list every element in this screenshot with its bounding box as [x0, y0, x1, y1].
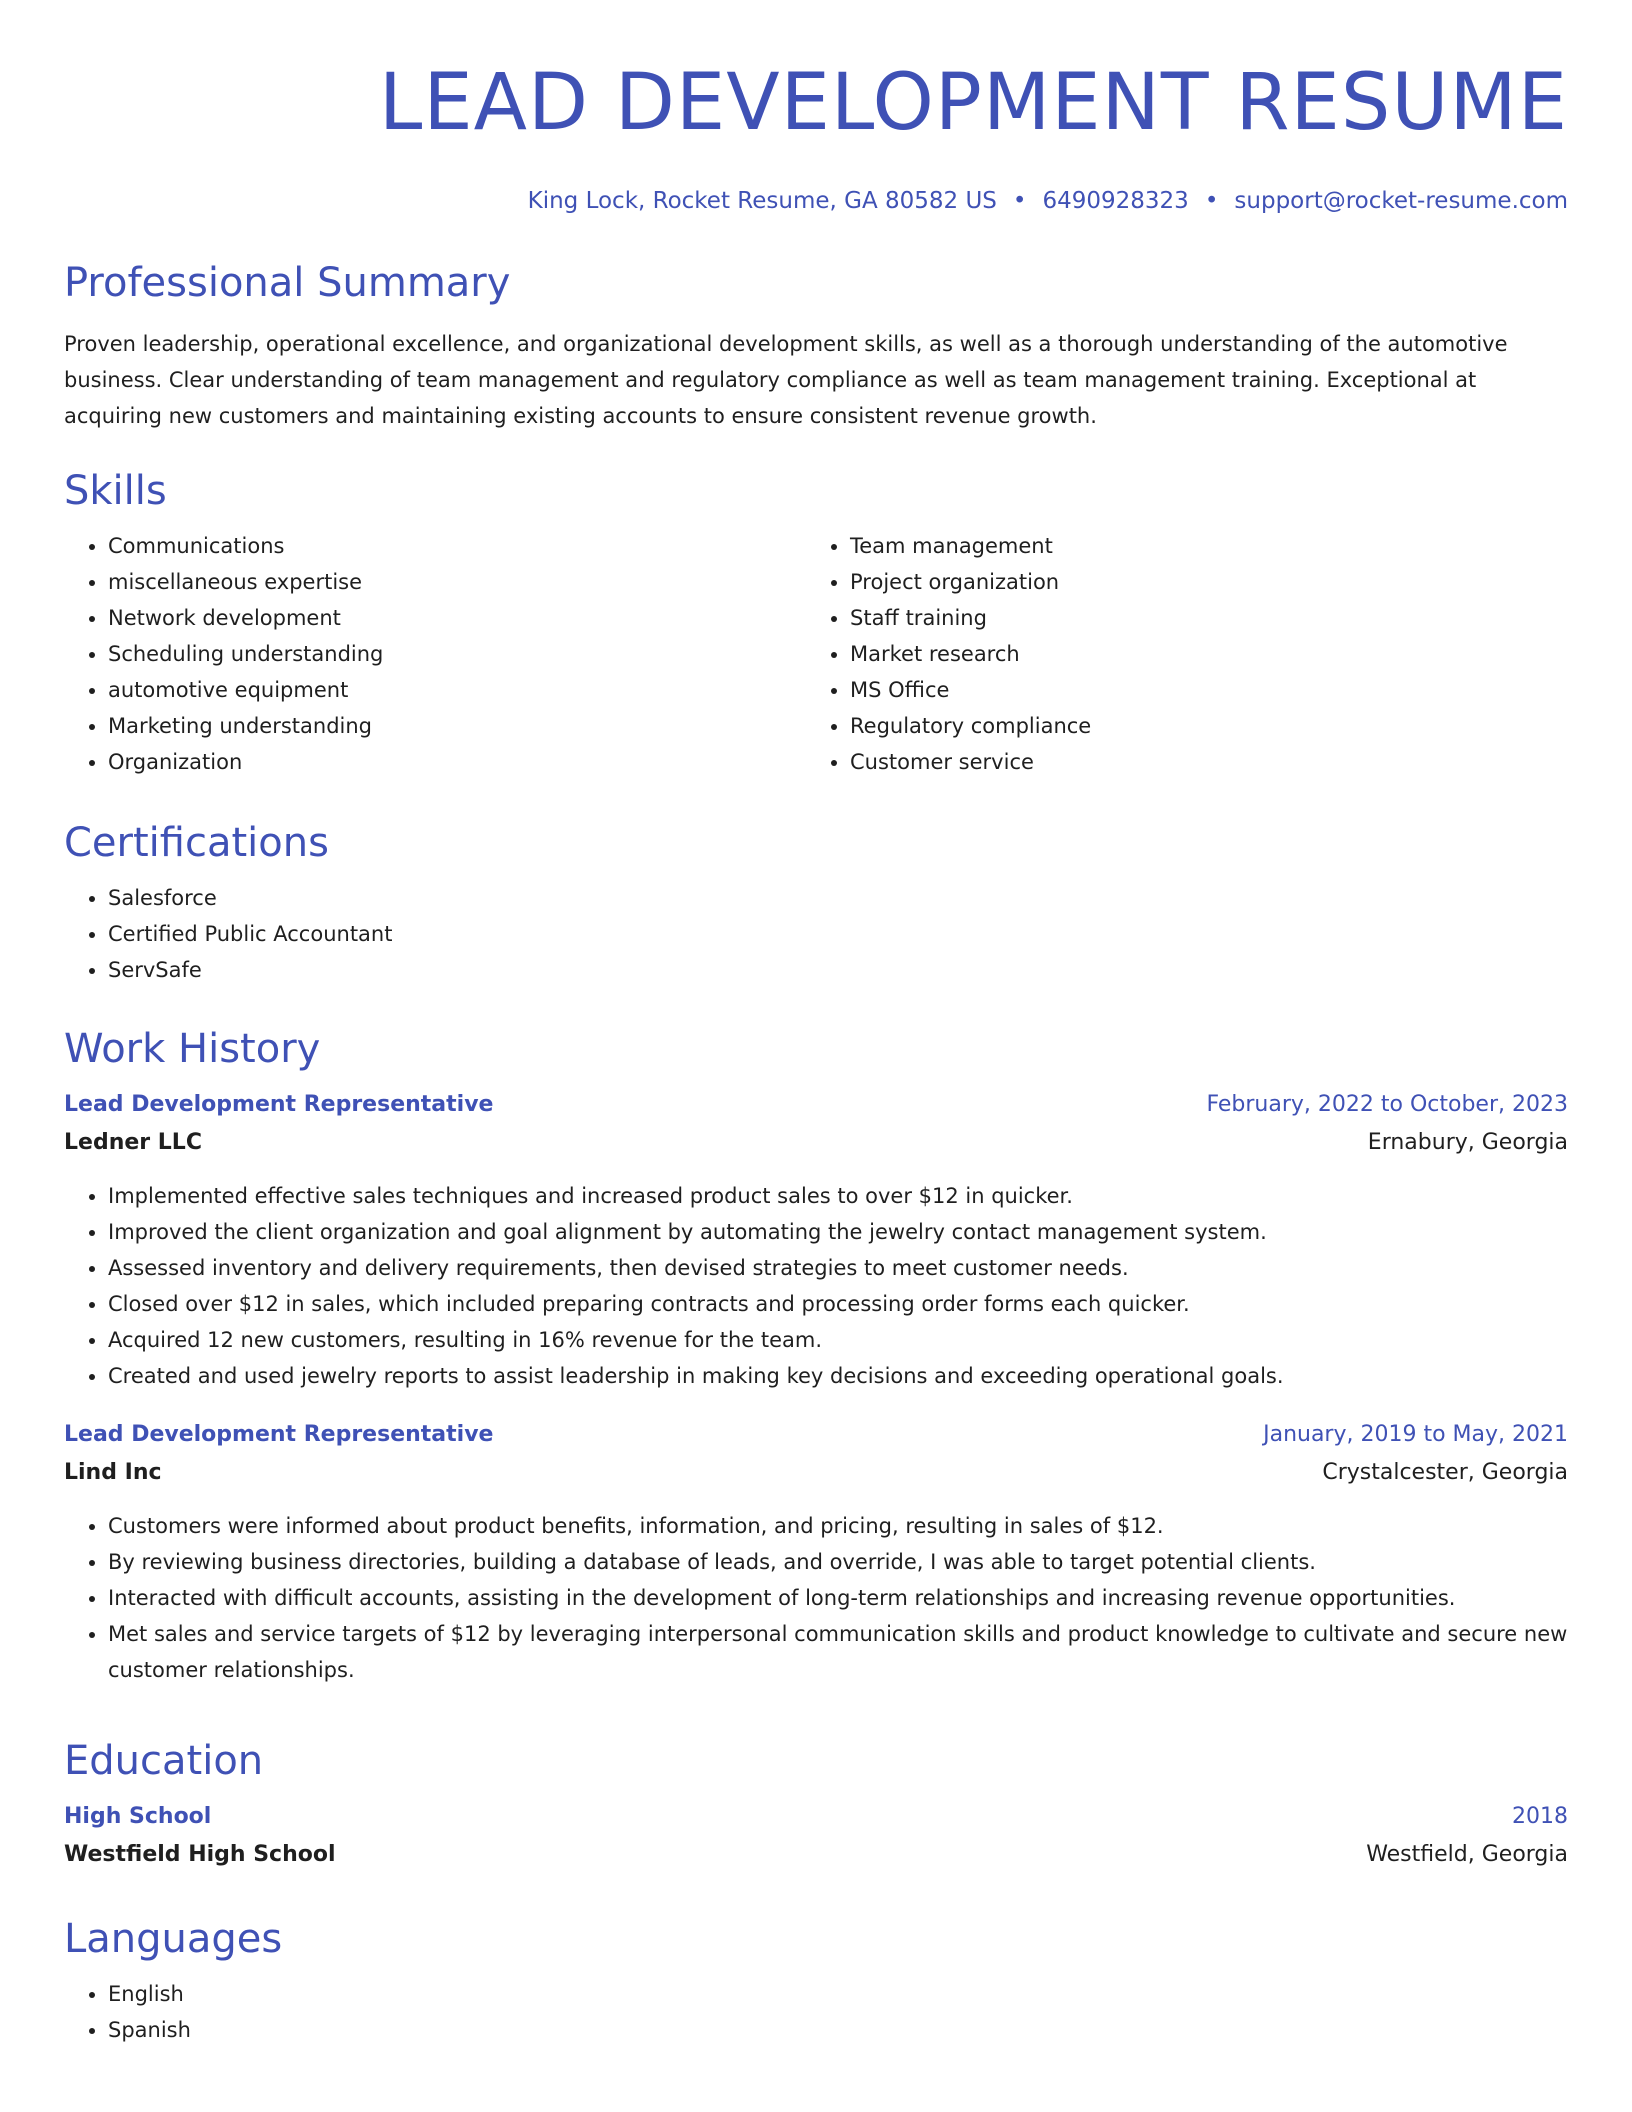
resume-page [64, 0, 1568, 2042]
job-entry [64, 1416, 1568, 1688]
job-dates: January, 2019 to May, 2021 [1263, 1422, 1568, 1447]
education-subheader [64, 1836, 1568, 1874]
job-header [64, 1086, 1568, 1124]
job-subheader [64, 1454, 1568, 1492]
list-item: • Customer service [850, 744, 1548, 780]
list-item: • English [108, 1976, 1568, 2012]
contact-separator: • [1204, 188, 1219, 214]
list-item: • Certified Public Accountant [108, 916, 1568, 952]
list-item: • By reviewing business directories, building a database of leads, and override, I was able to target potential clients. [108, 1544, 1568, 1580]
resume-title: LEAD DEVELOPMENT RESUME [378, 58, 1568, 148]
education-degree: High School [64, 1804, 212, 1829]
list-item: • MS Office [850, 672, 1548, 708]
school-name: Westfield High School [64, 1842, 336, 1867]
contact-line [64, 186, 1568, 216]
list-item: • Communications [108, 528, 806, 564]
section-title-work-history: Work History [64, 1026, 321, 1072]
skills-column-right [806, 528, 1548, 780]
job-header [64, 1416, 1568, 1454]
list-item: • Regulatory compliance [850, 708, 1548, 744]
section-title-summary: Professional Summary [64, 260, 511, 306]
work-history-section [64, 1024, 1568, 1688]
skills-section [64, 466, 1568, 780]
section-title-skills: Skills [64, 468, 167, 514]
job-dates: February, 2022 to October, 2023 [1206, 1092, 1568, 1117]
contact-email: support@rocket-resume.com [1234, 188, 1568, 214]
skills-list-right [806, 528, 1548, 780]
job-subheader [64, 1124, 1568, 1162]
job-location: Ernabury, Georgia [1367, 1130, 1568, 1155]
education-section [64, 1736, 1568, 1874]
contact-address: King Lock, Rocket Resume, GA 80582 US [527, 188, 997, 214]
skills-list-left [64, 528, 806, 780]
list-item: • Salesforce [108, 880, 1568, 916]
list-item: • Acquired 12 new customers, resulting in 16% revenue for the team. [108, 1322, 1568, 1358]
section-title-languages: Languages [64, 1916, 283, 1962]
resume-header [64, 0, 1568, 216]
list-item: • Network development [108, 600, 806, 636]
contact-separator: • [1012, 188, 1027, 214]
education-entry [64, 1798, 1568, 1874]
list-item: • Spanish [108, 2012, 1568, 2048]
list-item: • Organization [108, 744, 806, 780]
skills-grid [64, 528, 1568, 780]
certifications-list [64, 880, 1568, 988]
job-title: Lead Development Representative [64, 1092, 494, 1117]
job-location: Crystalcester, Georgia [1322, 1460, 1568, 1485]
list-item: • Project organization [850, 564, 1548, 600]
skills-column-left [64, 528, 806, 780]
list-item: • Marketing understanding [108, 708, 806, 744]
job-bullets [64, 1508, 1568, 1688]
list-item: • Improved the client organization and goal alignment by automating the jewelry contact management system. [108, 1214, 1568, 1250]
job-title: Lead Development Representative [64, 1422, 494, 1447]
list-item: • Implemented effective sales techniques and increased product sales to over $12 in quicker. [108, 1178, 1568, 1214]
list-item: • Assessed inventory and delivery requirements, then devised strategies to meet customer needs. [108, 1250, 1568, 1286]
languages-section [64, 1914, 1568, 2048]
list-item: • Market research [850, 636, 1548, 672]
summary-section [64, 258, 1568, 434]
list-item: • Interacted with difficult accounts, assisting in the development of long-term relationships and increasing revenue opportunities. [108, 1580, 1568, 1616]
list-item: • Customers were informed about product benefits, information, and pricing, resulting in sales of $12. [108, 1508, 1568, 1544]
list-item: • automotive equipment [108, 672, 806, 708]
list-item: • Met sales and service targets of $12 by leveraging interpersonal communication skills and product knowledge to cultivate and secure new customer relationships. [108, 1616, 1568, 1688]
certifications-section [64, 818, 1568, 988]
education-header [64, 1798, 1568, 1836]
company-name: Lind Inc [64, 1460, 162, 1485]
section-title-certifications: Certifications [64, 820, 329, 866]
list-item: • miscellaneous expertise [108, 564, 806, 600]
languages-list [64, 1976, 1568, 2048]
school-location: Westfield, Georgia [1366, 1842, 1568, 1867]
company-name: Ledner LLC [64, 1130, 202, 1155]
education-year: 2018 [1512, 1804, 1568, 1829]
list-item: • Staff training [850, 600, 1548, 636]
list-item: • Created and used jewelry reports to assist leadership in making key decisions and exceeding operational goals. [108, 1358, 1568, 1394]
job-bullets [64, 1178, 1568, 1394]
section-title-education: Education [64, 1738, 264, 1784]
job-entry [64, 1086, 1568, 1394]
contact-phone: 6490928323 [1042, 188, 1189, 214]
list-item: • Team management [850, 528, 1548, 564]
list-item: • ServSafe [108, 952, 1568, 988]
list-item: • Scheduling understanding [108, 636, 806, 672]
summary-text: Proven leadership, operational excellence, and organizational development skills, as well as a thorough understanding of the automotive business. Clear understanding of team management and regulatory compliance as well as team management training. Exceptional at acquiring new customers and maintaining existing accounts to ensure consistent revenue growth. [64, 332, 1508, 428]
list-item: • Closed over $12 in sales, which included preparing contracts and processing order forms each quicker. [108, 1286, 1568, 1322]
